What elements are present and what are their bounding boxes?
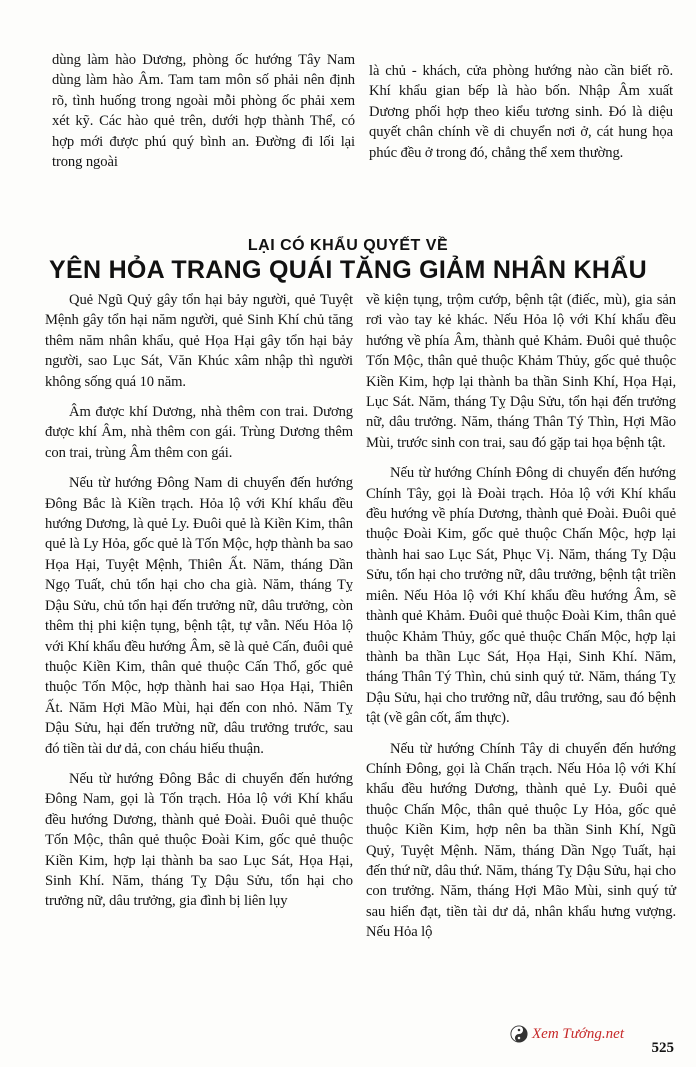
- left-paragraph: Nếu từ hướng Đông Nam di chuyển đến hướng Đông Bắc là Kiền trạch. Hỏa lộ với Khí khẩu đều hướng Dương, là quẻ Ly. Đuôi quẻ là Kiền Kim, thân quẻ là Ly Hỏa, gốc quẻ là Tốn Mộc, hợp thành ba sao Họa Hại, Tuyệt Mệnh, Thiên Ất. Năm, tháng Dần Ngọ Tuất, chủ tổn hại cho cha già. Năm, tháng Tỵ Dậu Sửu, chủ tổn hại đến trưởng nữ, dâu trưởng, còn thêm thị phi kiện tụng, bệnh tật, tự vẫn. Nếu Hỏa lộ với Khí khẩu đều hướng Âm, sẽ là quẻ Cấn, đuôi quẻ thuộc Kiền Kim, thân quẻ thuộc Cấn Thổ, gốc quẻ thuộc Tốn Mộc, hợp thành hai sao Họa Hại, Thiên Ất. Năm Hợi Mão Mùi, hại đến con nhỏ. Năm Tỵ Dậu Sửu, hại đến trưởng nữ, dâu trưởng trước, sau đó tiền tài dư dả, con cháu hiếu thuận.: [45, 475, 353, 757]
- left-paragraph: Nếu từ hướng Đông Bắc di chuyển đến hướng Đông Nam, gọi là Tốn trạch. Hỏa lộ với Khí khẩu đều hướng Dương, thành quẻ Đoài. Đuôi quẻ thuộc Tốn Mộc, thân quẻ thuộc Đoài Kim, gốc quẻ thuộc Kiền Kim, hợp lại thành ba sao Lục Sát, Họa Hại, Sinh Khí. Năm, tháng Tỵ Dậu Sửu, tổn hại cho trưởng nữ, dâu trưởng, gia đình bị liên lụy: [45, 770, 353, 910]
- right-paragraph: Nếu từ hướng Chính Đông di chuyển đến hướng Chính Tây, gọi là Đoài trạch. Hỏa lộ với Khí khẩu đều hướng về phía Dương, thành quẻ Đoài. Đuôi quẻ thuộc Đoài Kim, gốc quẻ thuộc Chấn Mộc, hợp lại thành hai sao Lục Sát, Phục Vị. Năm, tháng Tỵ Dậu Sửu, tổn hại cho trưởng nữ, dâu trưởng, bệnh tật triền miên. Nếu Hỏa lộ với Khí khẩu đều hướng Âm, sẽ thành quẻ Khảm. Đuôi quẻ thuộc Đoài Kim, thân quẻ thuộc Khảm Thủy, gốc quẻ thuộc Chấn Mộc, hợp lại thành ba thần Lục Sát, Họa Hại, Sinh Khí. Năm, tháng Thân Tý Thìn, chủ sinh quý tử. Năm, tháng Tỵ Dậu Sửu, hại cho trưởng nữ, dâu trưởng, sau đó bệnh tật (về gân cốt, ẩm thực).: [366, 465, 676, 727]
- top-right-paragraph: là chủ - khách, cửa phòng hướng nào cần biết rõ. Khí khẩu gian bếp là hào bốn. Nhập Âm xuất Dương phối hợp theo kiểu tương sinh. Đó là diệu quyết chân chính về di chuyển nơi ở, cát hung họa phúc đều ở trong đó, chẳng thể xem thường.: [369, 63, 673, 161]
- page-number: 525: [651, 1040, 674, 1056]
- section-heading-line2: YÊN HỎA TRANG QUÁI TĂNG GIẢM NHÂN KHẨU: [49, 256, 647, 284]
- left-paragraph: Âm được khí Dương, nhà thêm con trai. Dương được khí Âm, nhà thêm con gái. Trùng Dương thêm con trai, trùng Âm thêm con gái.: [45, 404, 353, 461]
- watermark-text: Xem Tướng.net: [532, 1025, 625, 1042]
- right-paragraph: Nếu từ hướng Chính Tây di chuyển đến hướng Chính Đông, gọi là Chấn trạch. Nếu Hỏa lộ với Khí khẩu đều hướng Dương, thành quẻ Ly. Đuôi quẻ thuộc Chấn Mộc, thân quẻ thuộc Ly Hỏa, gốc quẻ thuộc Kiền Kim, hợp nên ba thần Sinh Khí, Ngũ Quỷ, Tuyệt Mệnh. Năm, tháng Dần Ngọ Tuất, hại đến thứ nữ, dâu thứ. Năm, tháng Tỵ Dậu Sửu, hại cho con trưởng. Năm, tháng Hợi Mão Mùi, sinh quý tử sau hiển đạt, tiền tài dư dả, nhân khẩu hưng vượng. Nếu Hỏa lộ: [366, 740, 676, 941]
- top-left-paragraph: dùng làm hào Dương, phòng ốc hướng Tây Nam dùng làm hào Âm. Tam tam môn số phải nên định rõ, tình huống trong ngoài mỗi phòng ốc phải xem xét kỹ. Các hào quẻ trên, dưới hợp thành Thể, có hợp mới được phú quý bình an. Đường đi lối lại trong ngoài: [52, 52, 355, 171]
- left-paragraph: Quẻ Ngũ Quỷ gây tổn hại bảy người, quẻ Tuyệt Mệnh gây tổn hại năm người, quẻ Sinh Khí chủ tăng thêm năm nhân khẩu, quẻ Họa Hại gây tổn hại bảy người, sao Lục Sát, Văn Khúc xâm nhập thì người không sống quá 10 năm.: [45, 292, 353, 390]
- top-right-column: [369, 61, 673, 173]
- body-left-column: [45, 290, 353, 922]
- yin-yang-icon: [510, 1025, 528, 1043]
- section-heading-line1: LẠI CÓ KHẨU QUYẾT VỀ: [247, 237, 449, 254]
- right-paragraph: về kiện tụng, trộm cướp, bệnh tật (điếc, mù), gia sản rơi vào tay kẻ khác. Nếu Hỏa lộ với Khí khẩu đều hướng về phía Âm, thành quẻ Khảm. Đuôi quẻ thuộc Tốn Mộc, thân quẻ thuộc Khảm Thủy, gốc quẻ thuộc Kiền Kim, hợp lại thành ba thần Sinh Khí, Họa Hại, Lục Sát. Năm, tháng Tỵ Dậu Sửu, tổn hại đến trưởng nữ, dâu trưởng. Năm, tháng Thân Tý Thìn, Hợi Mão Mùi, trước sinh con trai, sau đó gặp tai họa bệnh tật.: [366, 292, 676, 451]
- watermark: [510, 1022, 624, 1046]
- top-left-column: [52, 50, 355, 182]
- body-right-column: [366, 290, 676, 953]
